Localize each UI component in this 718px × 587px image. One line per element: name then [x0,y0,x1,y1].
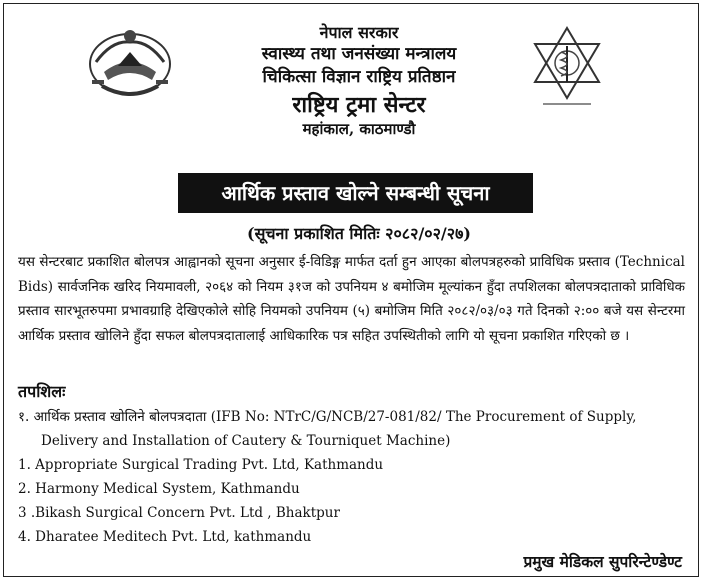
list-intro-line-1: १. आर्थिक प्रस्ताव खोलिने बोलपत्रदाता (IFB No: NTrC/G/NCB/27-081/82/ The Procurement of Supply, [18,409,637,425]
details-label: तपशिलः [18,382,66,401]
academy-name: चिकित्सा विज्ञान राष्ट्रिय प्रतिष्ठान [262,66,456,87]
bidder-list [18,405,688,549]
list-item: 2. Harmony Medical System, Kathmandu [18,481,300,497]
ministry-name: स्वास्थ्य तथा जनसंख्या मन्त्रालय [261,44,457,65]
notice-body: यस सेन्टरबाट प्रकाशित बोलपत्र आह्वानको सूचना अनुसार ई-विडिङ्ग मार्फत दर्ता हुन आएका बोलपत्रहरुको प्राविधिक प्रस्ताव (Technical Bids) सार्वजनिक खरिद नियमावली, २०६४ को नियम ३१ज को उपनियम ४ बमोजिम मूल्यांकन हुँदा तपशिलका बोलपत्रदाताको प्राविधिक प्रस्ताव सारभूतरुपमा प्रभावग्राहि देखिएकोले सोहि नियमको उपनियम (५) बमोजिम मिति २०८२/०३/०३ गते दिनको २:०० बजे यस सेन्टरमा आर्थिक प्रस्ताव खोलिने हुँदा सफल बोलपत्रदातालाई आधिकारिक पत्र सहित उपस्थितीको लागि यो सूचना प्रकाशित गरिएको छ । [18,254,685,344]
list-item: 1. Appropriate Surgical Trading Pvt. Ltd, Kathmandu [18,457,384,473]
list-item: 3 .Bikash Surgical Concern Pvt. Ltd , Bhaktpur [18,505,340,521]
government-name: नेपाल सरकार [319,23,399,42]
list-intro-line-2: Delivery and Installation of Cautery & Tourniquet Machine) [41,433,451,449]
header [0,24,718,138]
publish-date: (सूचना प्रकाशित मितिः २०८२/०२/२७) [247,224,471,243]
list-item: 4. Dharatee Meditech Pvt. Ltd, kathmandu [18,529,312,545]
center-address: महांकाल, काठमाण्डौ [302,119,416,138]
notice-title: आर्थिक प्रस्ताव खोल्ने सम्बन्धी सूचना [178,173,533,213]
signature: प्रमुख मेडिकल सुपरिन्टेण्डेण्ट [523,552,682,571]
center-name: राष्ट्रिय ट्रमा सेन्टर [292,92,426,119]
